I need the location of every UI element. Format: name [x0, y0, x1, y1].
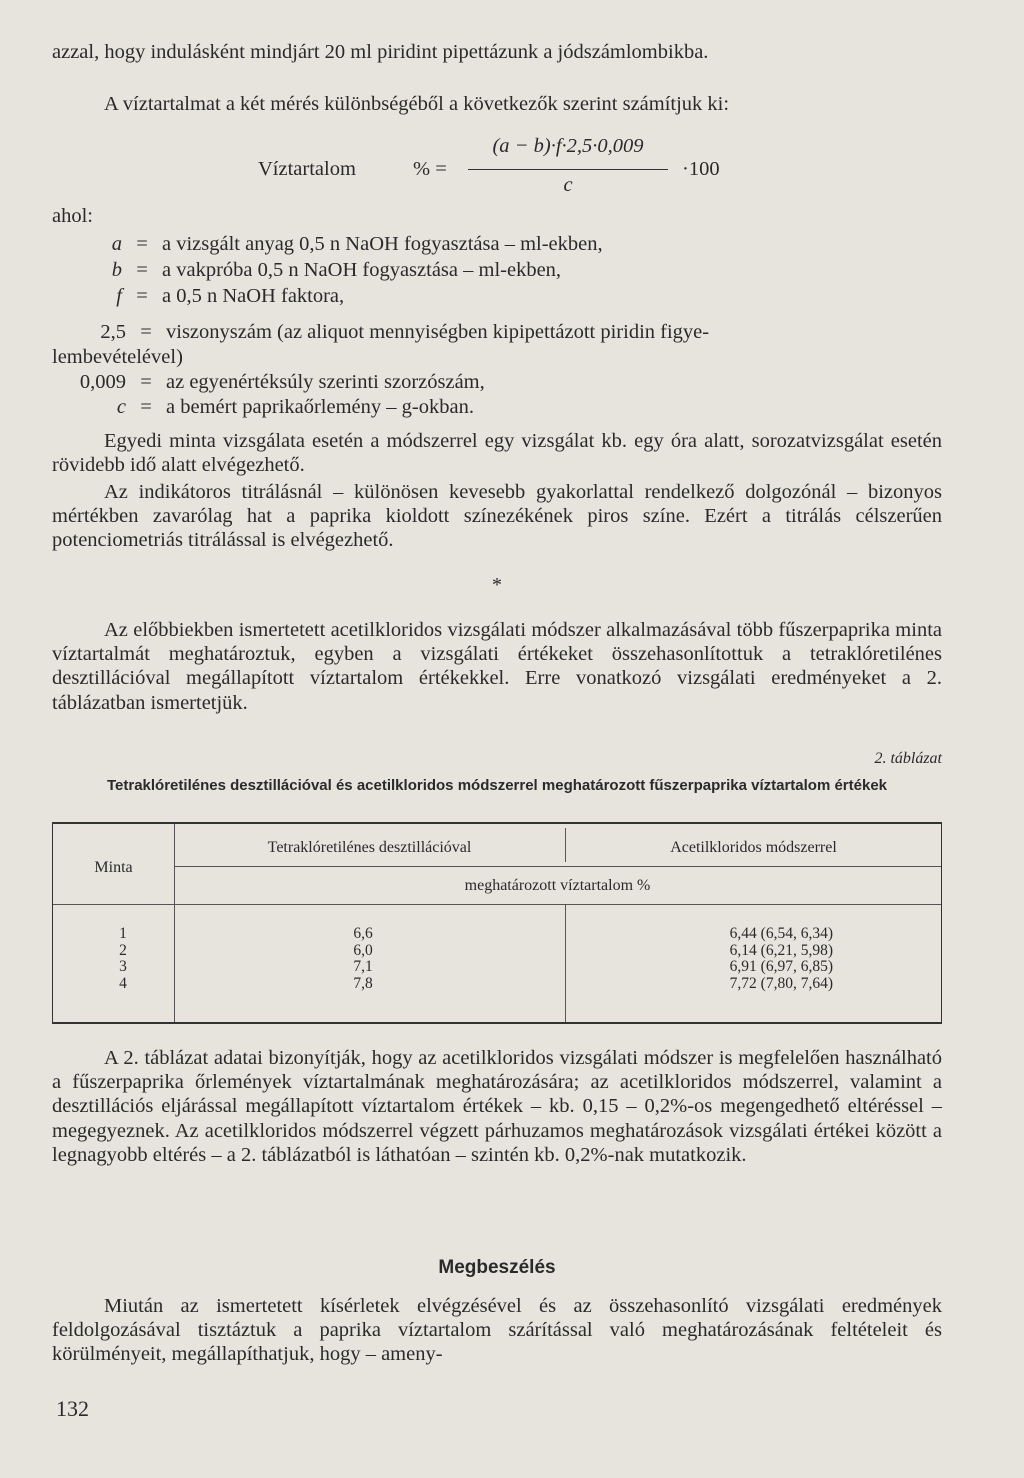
- fraction-bar: [468, 169, 668, 170]
- table-cell: 6,14 (6,21, 5,98): [729, 941, 833, 959]
- header-tetrakloretilenes: Tetraklóretilénes desztillációval: [267, 839, 472, 856]
- formula-percent-equals: % =: [413, 158, 447, 180]
- definition-b: b = a vakpróba 0,5 n NaOH fogyasztása – ml-ekben,: [111, 259, 562, 281]
- definition-c: c = a bemért paprikaőrlemény – g-okban.: [116, 396, 474, 418]
- table-title: Tetraklóretilénes desztillációval és acetilkloridos módszerrel meghatározott fűszerpaprika víztartalom értékek: [106, 777, 887, 794]
- paragraph-4: Az indikátoros titrálásnál – különösen kevesebb gyakorlattal rendelkező dolgozónál – bizonyos mértékben zavarólag hat a paprika kioldott színezékének piros színe. Ezért a titrálás célszerűen potenciometriás titrálással is elvégezhető.: [52, 481, 942, 552]
- paragraph-6: A 2. táblázat adatai bizonyítják, hogy az acetilkloridos vizsgálati módszer is megfelelően használható a fűszerpaprika őrlemények víztartalmának meghatározására; az acetilkloridos módszerrel, valamint a desztillációs eljárással megállapított víztartalom értékek – kb. 0,15 – 0,2%-os megengedhető eltéréssel – megegyeznek. Az acetilkloridos módszerrel végzett párhuzamos meghatározások vizsgálati értékei között a legnagyobb eltérés – a 2. táblázatból is láthatóan – szintén kb. 0,2%-nak mutatkozik.: [52, 1047, 942, 1166]
- table-cell: 3: [119, 958, 127, 975]
- formula-label: Víztartalom: [258, 158, 356, 180]
- table-divider: [174, 866, 941, 867]
- paragraph-5: Az előbbiekben ismertetett acetilkloridos vizsgálati módszer alkalmazásával több fűszerpaprika minta víztartalmát meghatároztuk, egyben a vizsgálati értékeket összehasonlítottuk a tetraklóretilénes desztillációval megállapított víztartalom értékekkel. Erre vonatkozó vizsgálati eredményeket a 2. táblázatban ismertetjük.: [52, 619, 942, 714]
- table-cell: 7,1: [353, 958, 373, 975]
- definition-0-009: 0,009 = az egyenértéksúly szerinti szorzószám,: [79, 371, 485, 393]
- definition-a: a = a vizsgált anyag 0,5 n NaOH fogyasztása – ml-ekben,: [111, 233, 603, 255]
- table-cell: 4: [119, 974, 127, 992]
- data-table: [52, 822, 942, 1024]
- table-cell: 6,0: [353, 941, 373, 959]
- column-tetrakloretilenes: [313, 926, 413, 992]
- paragraph-1: azzal, hogy indulásként mindjárt 20 ml piridint pipettázunk a jódszámlombikba.: [52, 41, 709, 63]
- table-cell: 7,72 (7,80, 7,64): [729, 974, 833, 992]
- section-heading: Megbeszélés: [438, 1257, 556, 1278]
- header-minta: Minta: [94, 859, 133, 876]
- formula-numerator: (a − b)·f·2,5·0,009: [492, 135, 644, 157]
- table-cell: 6,91 (6,97, 6,85): [729, 958, 833, 975]
- where-label: ahol:: [52, 205, 93, 227]
- definition-f: f = a 0,5 n NaOH faktora,: [116, 285, 345, 307]
- definition-2-5-continued: lembevételével): [52, 346, 183, 368]
- definition-2-5: 2,5 = viszonyszám (az aliquot mennyiségben kipipettázott piridin figye-: [100, 321, 710, 343]
- paragraph-3: Egyedi minta vizsgálata esetén a módszerrel egy vizsgálat kb. egy óra alatt, sorozatvizsgálat esetén rövidebb idő alatt elvégezhető.: [52, 430, 942, 477]
- column-minta: [53, 926, 193, 992]
- page-number: 132: [56, 1396, 89, 1421]
- table-cell: 6,44 (6,54, 6,34): [729, 925, 833, 942]
- subheader-viztartalom: meghatározott víztartalom %: [464, 877, 651, 894]
- table-divider: [53, 904, 941, 905]
- section-separator: *: [492, 574, 502, 596]
- table-caption: 2. táblázat: [874, 750, 942, 767]
- paragraph-2: A víztartalmat a két mérés különbségéből a következők szerint számítjuk ki:: [104, 93, 730, 115]
- table-cell: 1: [119, 925, 127, 942]
- formula-denominator: c: [563, 174, 573, 196]
- column-acetilkloridos: [653, 926, 833, 992]
- header-acetilkloridos: Acetilkloridos módszerrel: [670, 839, 837, 856]
- formula-multiplier: ·100: [682, 158, 720, 180]
- table-cell: 7,8: [353, 974, 373, 992]
- paragraph-7: Miután az ismertetett kísérletek elvégzésével és az összehasonlító vizsgálati eredmények feldolgozásával tisztáztuk a paprika víztartalom szárítással való meghatározásának feltételeit és körülményeit, megállapíthatjuk, hogy – ameny-: [52, 1295, 942, 1366]
- table-cell: 6,6: [353, 925, 373, 942]
- table-cell: 2: [119, 941, 127, 959]
- table-divider: [565, 904, 566, 1022]
